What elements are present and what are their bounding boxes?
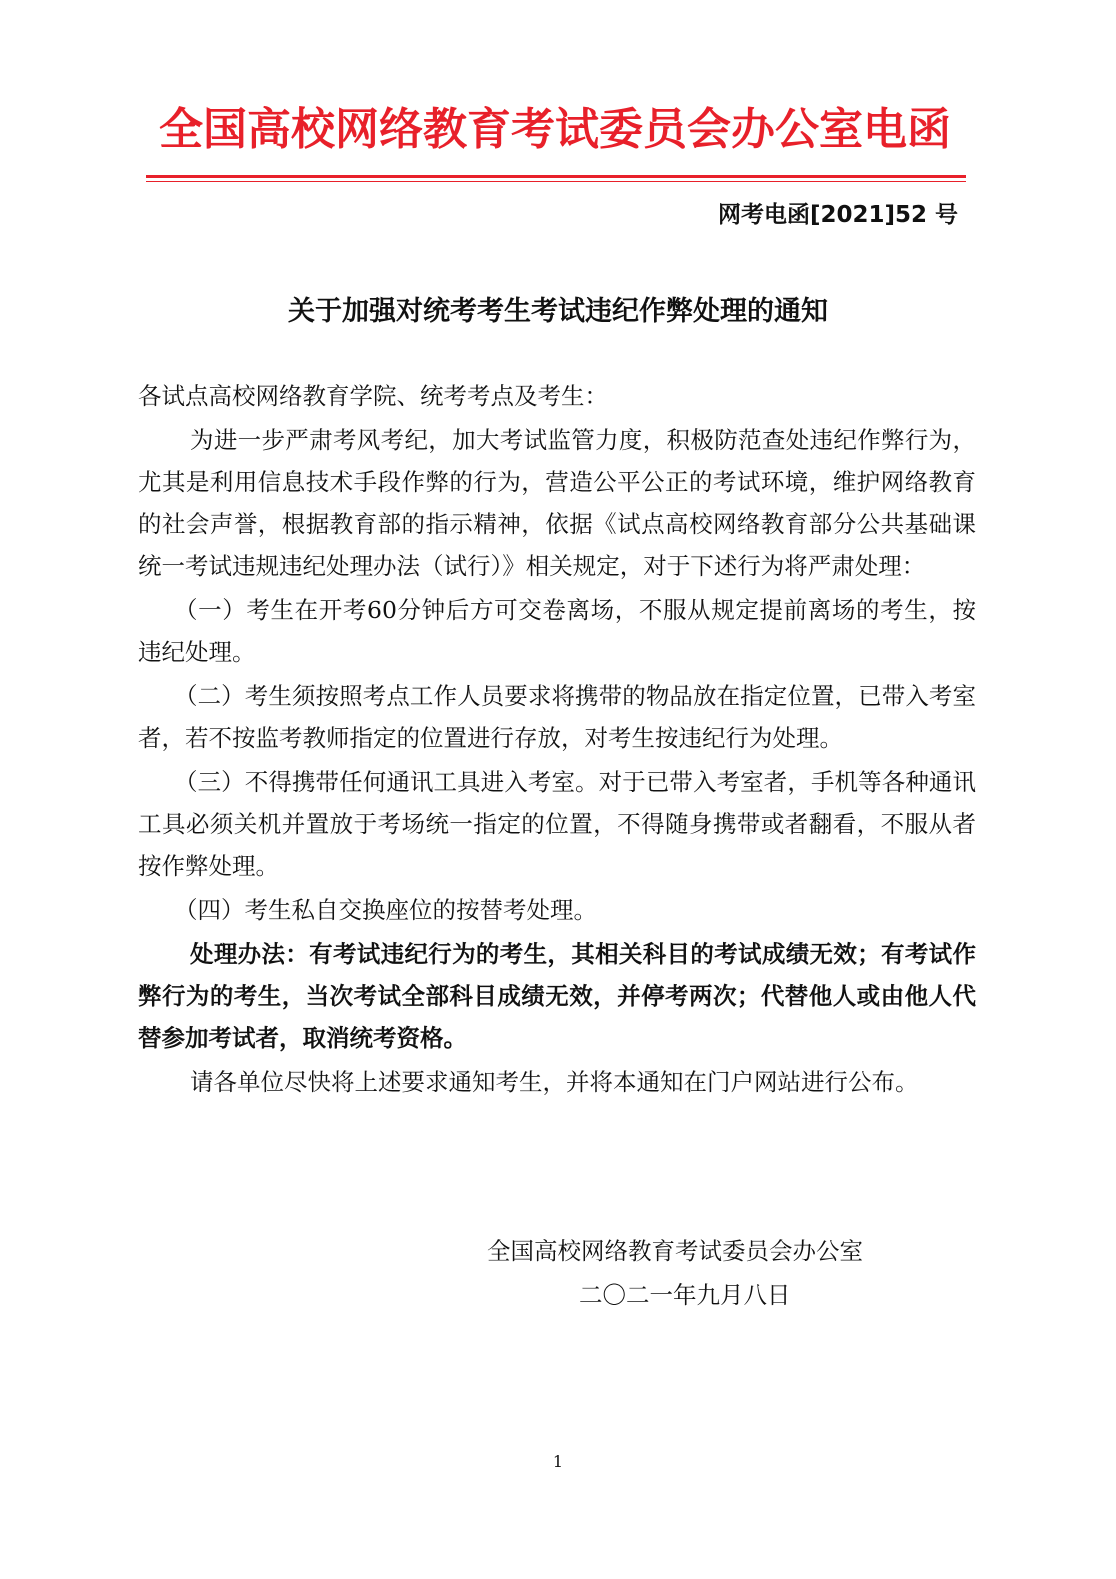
rule-item-1: （一）考生在开考60分钟后方可交卷离场，不服从规定提前离场的考生，按违纪处理。 [138,596,976,666]
signature-date: 二〇二一年九月八日 [579,1281,791,1309]
letterhead-rule-thin [146,181,966,182]
salutation: 各试点高校网络教育学院、统考考点及考生： [138,382,608,410]
notice-title: 关于加强对统考考生考试违纪作弊处理的通知 [288,296,828,327]
closing-paragraph: 请各单位尽快将上述要求通知考生，并将本通知在门户网站进行公布。 [190,1068,919,1096]
rule-item-3: （三）不得携带任何通讯工具进入考室。对于已带入考室者，手机等各种通讯工具必须关机并置放于考场统一指定的位置，不得随身携带或者翻看，不服从者按作弊处理。 [138,768,976,880]
notice-body [138,375,976,1105]
rule-item-4: （四）考生私自交换座位的按替考处理。 [174,896,597,924]
intro-paragraph: 为进一步严肃考风考纪，加大考试监管力度，积极防范查处违纪作弊行为，尤其是利用信息技术手段作弊的行为，营造公平公正的考试环境，维护网络教育的社会声誉，根据教育部的指示精神，依据《试点高校网络教育部分公共基础课统一考试违规违纪处理办法（试行）》相关规定，对于下述行为将严肃处理： [138,426,976,580]
letterhead-title: 全国高校网络教育考试委员会办公室电函 [159,104,951,155]
signature-organization: 全国高校网络教育考试委员会办公室 [487,1237,863,1265]
rule-item-2: （二）考生须按照考点工作人员要求将携带的物品放在指定位置，已带入考室者，若不按监考教师指定的位置进行存放，对考生按违纪行为处理。 [138,682,976,752]
penalty-paragraph: 处理办法：有考试违纪行为的考生，其相关科目的考试成绩无效；有考试作弊行为的考生，当次考试全部科目成绩无效，并停考两次；代替他人或由他人代替参加考试者，取消统考资格。 [138,940,976,1052]
letterhead-rule-thick [146,175,966,178]
signature-block [487,1229,907,1317]
document-number: 网考电函[2021]52 号 [717,202,958,228]
page-number: 1 [552,1452,564,1471]
